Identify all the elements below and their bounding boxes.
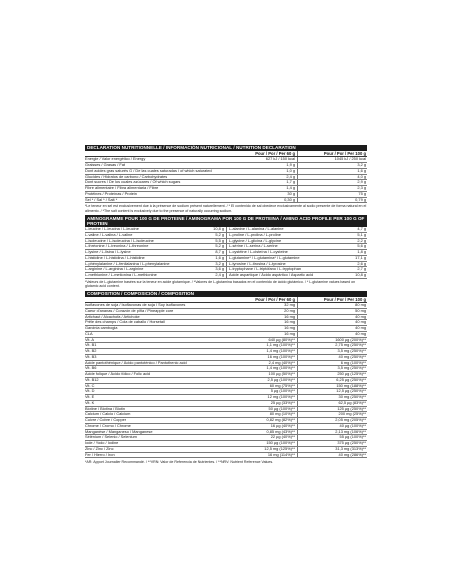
value-per-100g: 3,2 g — [357, 162, 366, 168]
aminogram-rows — [85, 227, 367, 279]
amino-acid-name: Acide aspartique / Ácido aspártico / Aspartic acid — [229, 273, 314, 278]
value-per-100g: 55 µg (100%)** — [339, 434, 366, 440]
ingredient-name: Vit. E — [85, 395, 95, 400]
amino-acid-name: L-arginine / L-arginina / L-arginine — [85, 267, 144, 272]
composition-section — [85, 291, 367, 459]
amino-acid-value: 5,5 g — [176, 239, 227, 244]
ingredient-name: Manganèse / Manganeso / Manganese — [85, 429, 153, 434]
nutrient-name: Glucides / Hidratos de carbono / Carbohydrates — [85, 174, 168, 179]
value-per-60g: 627 kJ / 150 kcal — [223, 157, 298, 162]
amino-acid-name: L-sérine / L-serina / L-serine — [229, 244, 278, 249]
amino-acid-name: L-tryptophane / L-triptófano / L-tryptophan — [229, 267, 302, 272]
value-per-60g: 1,4 mg (100%)** — [223, 366, 298, 371]
value-per-100g: 75 g — [358, 190, 366, 196]
ingredient-name: Vit. C — [85, 383, 95, 388]
nutrient-name: Protéines / Proteínas / Protein — [85, 191, 137, 196]
aminogram-header: AMINOGRAMME POUR 100 G DE PROTEINE / AMINOGRAMA POR 100 G DE PROTEINA / AMINO ACID PROFILE PER 100 G OF PROTEIN — [85, 215, 367, 227]
value-per-100g: 40 mg — [355, 325, 366, 331]
value-per-100g: 6,25 µg (250%)** — [336, 376, 366, 382]
value-per-100g: 40 µg (100%)** — [339, 422, 366, 428]
value-per-100g: 40 mg — [355, 313, 366, 319]
ingredient-name: Vit. B2 — [85, 349, 97, 354]
value-per-60g: 5 µg (100%)** — [223, 389, 298, 394]
ingredient-name: Vit. B3 — [85, 354, 97, 359]
value-per-60g: 16 mg — [223, 315, 298, 320]
amino-acid-name: L-methionine / L-metionina / L-methionine — [85, 273, 157, 278]
amino-acid-value: 5,2 g — [176, 244, 227, 249]
value-per-60g: 16 mg — [223, 320, 298, 325]
amino-acid-value: 4,7 g — [357, 226, 366, 232]
value-per-100g: 40 mg — [355, 319, 366, 325]
ingredient-name: Calcium / Calcio / Calcium — [85, 412, 131, 417]
value-per-60g: 0,82 mg (82%)** — [223, 418, 298, 423]
value-per-100g: 12,5 µg (250%)** — [336, 388, 366, 394]
amino-acid-value: 5,2 g — [176, 233, 227, 238]
value-per-100g: 2,13 mg (106%)** — [335, 428, 366, 434]
amino-acid-value: 3,6 g — [176, 267, 227, 272]
nutrition-row — [85, 198, 367, 204]
ingredient-name: Acide folique / Ácido fólico / Folic acid — [85, 372, 151, 377]
amino-acid-value: 2,6 g — [357, 260, 366, 266]
value-per-60g: 1,1 mg (100%)** — [223, 343, 298, 348]
column-spacer — [85, 297, 223, 302]
nutrition-rows — [85, 157, 367, 203]
value-per-60g: 640 µg (80%)** — [223, 338, 298, 343]
column-per-100g: Pour / Por / Per 100 g — [323, 151, 366, 157]
nutrient-name: Graisses / Grasas / Fat — [85, 163, 125, 168]
nutrient-name: Energie / Valor energético / Energy — [85, 157, 146, 162]
value-per-60g: 2,5 µg (100%)** — [223, 378, 298, 383]
column-per-60g: Pour / Por / Per 60 g — [223, 297, 298, 302]
amino-acid-name: L-cystéine / L-cisteína / L-cysteine — [229, 250, 288, 255]
column-per-100g: Pour / Por / Per 100 g — [323, 297, 366, 303]
value-per-100g: 50 mg — [355, 307, 366, 313]
value-per-60g: 16 mg (114%)** — [223, 453, 298, 458]
value-per-60g: 1,9 g — [223, 163, 298, 168]
value-per-60g: 2,4 mg (40%)** — [223, 361, 298, 366]
value-per-60g: 16 mg — [223, 326, 298, 331]
value-per-60g: 0,30 g — [223, 198, 298, 203]
composition-row — [85, 453, 367, 459]
value-per-100g: 3,5 mg (250%)** — [337, 348, 366, 354]
ingredient-name: Chrome / Cromo / Chrome — [85, 423, 131, 428]
ingredient-name: Fer / Hierro / Iron — [85, 452, 115, 457]
amino-acid-name: L-lysine / L-lisina / L-lysine — [85, 250, 131, 255]
amino-row — [85, 273, 367, 279]
nutrient-name: Sel * / Sal * / Salt * — [85, 197, 118, 202]
value-per-100g: 80 mg — [355, 302, 366, 308]
amino-acid-value: 3,2 g — [176, 262, 227, 267]
value-per-100g: 1,6 g — [357, 167, 366, 173]
nutrition-label — [85, 145, 367, 465]
value-per-60g: 1,4 g — [223, 186, 298, 191]
ingredient-name: Prêle des champs / Cola de caballo / Horsetail — [85, 320, 165, 325]
amino-acid-value: 2,4 g — [176, 273, 227, 278]
nutrition-section — [85, 145, 367, 213]
value-per-60g: 50 µg (100%)** — [223, 407, 298, 412]
ingredient-name: Biotine / Biotina / Biotin — [85, 406, 126, 411]
aminogram-section — [85, 215, 367, 289]
ingredient-name: Vit. B12 — [85, 377, 99, 382]
nutrition-header: DECLARATION NUTRITIONNELLE / INFORMACIÓN NUTRICIONAL / NUTRITION DECLARATION — [85, 145, 367, 151]
amino-acid-name: L-isoleucine / L-isoleucina / L-isoleucine — [85, 238, 154, 243]
value-per-100g: 2,9 g — [357, 179, 366, 185]
ingredient-name: Zinc / Zinc / Zinc — [85, 446, 114, 451]
value-per-100g: 2,3 g — [357, 185, 366, 191]
amino-acid-name: L-glycine / L-glicina / L-glycine — [229, 238, 282, 243]
value-per-60g: 25 µg (33%)** — [223, 401, 298, 406]
value-per-100g: 1045 kJ / 250 kcal — [334, 156, 366, 162]
ingredient-name: Vit. K — [85, 400, 95, 405]
value-per-60g: 16 µg (40%)** — [223, 424, 298, 429]
value-per-60g: 30 g — [223, 192, 298, 197]
ingredient-name: Cuivre / Cobre / Copper — [85, 418, 127, 423]
composition-header: COMPOSITION / COMPOSICIÓN / COMPOSITION — [85, 291, 367, 297]
amino-acid-value: 17,1 g — [355, 254, 366, 260]
value-per-100g: 31,3 mg (313%)** — [335, 445, 366, 451]
value-per-60g: 100 µg (50%)** — [223, 372, 298, 377]
column-spacer — [85, 151, 223, 156]
value-per-100g: 2,05 mg (205%)** — [335, 417, 366, 423]
amino-acid-name: L-glutamine* / L-glutamina* / L-glutamine — [229, 255, 300, 260]
column-per-60g: Pour / Por / Per 60 g — [223, 151, 298, 156]
ingredient-name: Acide pantothénique / Ácido pantoténico / Pantothenic acid — [85, 360, 187, 365]
reference-footnote: *AR: Apport Journalier Recommandé. / **VRN: Valor de Referencia de Nutrientes. / **NRV: Nutrient Reference Values. — [85, 460, 274, 465]
value-per-60g: 80 mg (10%)** — [223, 412, 298, 417]
ingredient-name: Iode / Yodo / Iodine — [85, 441, 119, 446]
amino-acid-value: 10,8 g — [355, 272, 366, 278]
value-per-100g: 150 mg (188%)** — [336, 382, 366, 388]
value-per-100g: 2,75 mg (250%)** — [335, 342, 366, 348]
value-per-100g: 62,5 µg (83%)** — [338, 399, 366, 405]
nutrient-name: Dont acides gras saturés G / De las cuales saturadas / of which saturated — [85, 168, 212, 173]
ingredient-name: Garcinia cambogia — [85, 326, 118, 331]
value-per-100g: 40 mg — [355, 330, 366, 336]
value-per-60g: 1,4 mg (100%)** — [223, 349, 298, 354]
amino-acid-value: 5,1 g — [357, 231, 366, 237]
amino-acid-name: L-proline / L-prolina / L-proline — [229, 232, 281, 237]
amino-acid-value: 5,6 g — [357, 243, 366, 249]
nutrient-name: Dont sucres / De los cuales azúcares / Of which sugars — [85, 180, 181, 185]
amino-acid-name: L-thréonine / L-treonina / L-threonine — [85, 244, 149, 249]
value-per-60g: 150 µg (100%)** — [223, 441, 298, 446]
ingredient-name: Isoflavones de soja / Isoflavonas de soja / Soy isoflavones — [85, 303, 186, 308]
ingredient-name: Vit. D — [85, 389, 95, 394]
amino-acid-value: 10,8 g — [176, 227, 227, 232]
value-per-100g: 0,79 g — [355, 196, 366, 202]
salt-note: *Le teneur en sel est exclusivement due à la présence de sodium présent naturellement. / * El contenido de sal obedece exclusivamente al sodio presente de forma natural en el alimento. / *The salt content is exclusively due to the presence of naturally occurring sodium. — [85, 204, 367, 213]
value-per-100g: 4,0 g — [357, 173, 366, 179]
amino-acid-value: 2,7 g — [357, 266, 366, 272]
amino-acid-value: 8,7 g — [176, 250, 227, 255]
value-per-100g: 200 mg (25%)** — [338, 411, 366, 417]
amino-acid-name: L-leucine / L-leucina / L-leucine — [85, 227, 139, 232]
value-per-100g: 125 µg (250%)** — [337, 405, 366, 411]
amino-acid-name: L-valine / L-valina / L-valine — [85, 232, 133, 237]
value-per-60g: 12 mg (100%)** — [223, 395, 298, 400]
value-per-100g: 1600 µg (200%)** — [335, 336, 366, 342]
value-per-60g: 20 mg — [223, 309, 298, 314]
value-per-60g: 1,7 g — [223, 180, 298, 185]
value-per-60g: 60 mg (75%)** — [223, 384, 298, 389]
amino-acid-name: L-histidine / L-histidina / L-histidine — [85, 255, 145, 260]
value-per-60g: 16 mg — [223, 332, 298, 337]
nutrient-name: Fibre alimentaire / Fibra alimentaria / Fibre — [85, 186, 159, 191]
value-per-60g: 32 mg — [223, 303, 298, 308]
ingredient-name: Sélénium / Selenio / Selenium — [85, 435, 137, 440]
value-per-60g: 1,0 g — [223, 169, 298, 174]
amino-acid-value: 2,2 g — [357, 237, 366, 243]
value-per-60g: 2,4 g — [223, 175, 298, 180]
amino-acid-name: L-tyrosine / L-tirosina / L-tyrosine — [229, 261, 286, 266]
amino-acid-value: 1,6 g — [176, 256, 227, 261]
value-per-100g: 375 µg (250%)** — [337, 440, 366, 446]
amino-acid-name: L-alanine / L-alanina / L-alanine — [229, 227, 284, 232]
amino-acid-value: 1,8 g — [357, 249, 366, 255]
amino-acid-name: L-phénylalanine / L-fenilalanina / L-phenylalanine — [85, 261, 170, 266]
composition-rows — [85, 303, 367, 458]
ingredient-name: Vit. B1 — [85, 343, 97, 348]
ingredient-name: CLA — [85, 331, 93, 336]
value-per-100g: 250 µg (125%)** — [337, 371, 366, 377]
ingredient-name: Artichaut / Alcachofa / Artichoke — [85, 314, 140, 319]
value-per-100g: 30 mg (250%)** — [338, 394, 366, 400]
value-per-60g: 22 µg (40%)** — [223, 435, 298, 440]
value-per-60g: 16 mg (100%)** — [223, 355, 298, 360]
value-per-100g: 40 mg (286%)** — [338, 451, 366, 457]
ingredient-name: Caeur d'ananas / Corazón de piña / Pineapple core — [85, 308, 174, 313]
ingredient-name: Vit. A — [85, 337, 95, 342]
value-per-100g: 40 mg (250%)** — [338, 353, 366, 359]
glutamine-note: *Valeurs de L-glutamine basées sur la teneur en acide glutamique. / *Valores de L-glutamina basados en el contenido de ácido glutámico. / * L-glutamine values based on glutamic acid content. — [85, 279, 356, 289]
value-per-100g: 6 mg (100%)** — [340, 359, 366, 365]
value-per-60g: 12,5 mg (125%)** — [223, 447, 298, 452]
ingredient-name: Vit. B6 — [85, 366, 97, 371]
value-per-100g: 3,5 mg (250%)** — [337, 365, 366, 371]
value-per-60g: 0,85 mg (43%)** — [223, 430, 298, 435]
